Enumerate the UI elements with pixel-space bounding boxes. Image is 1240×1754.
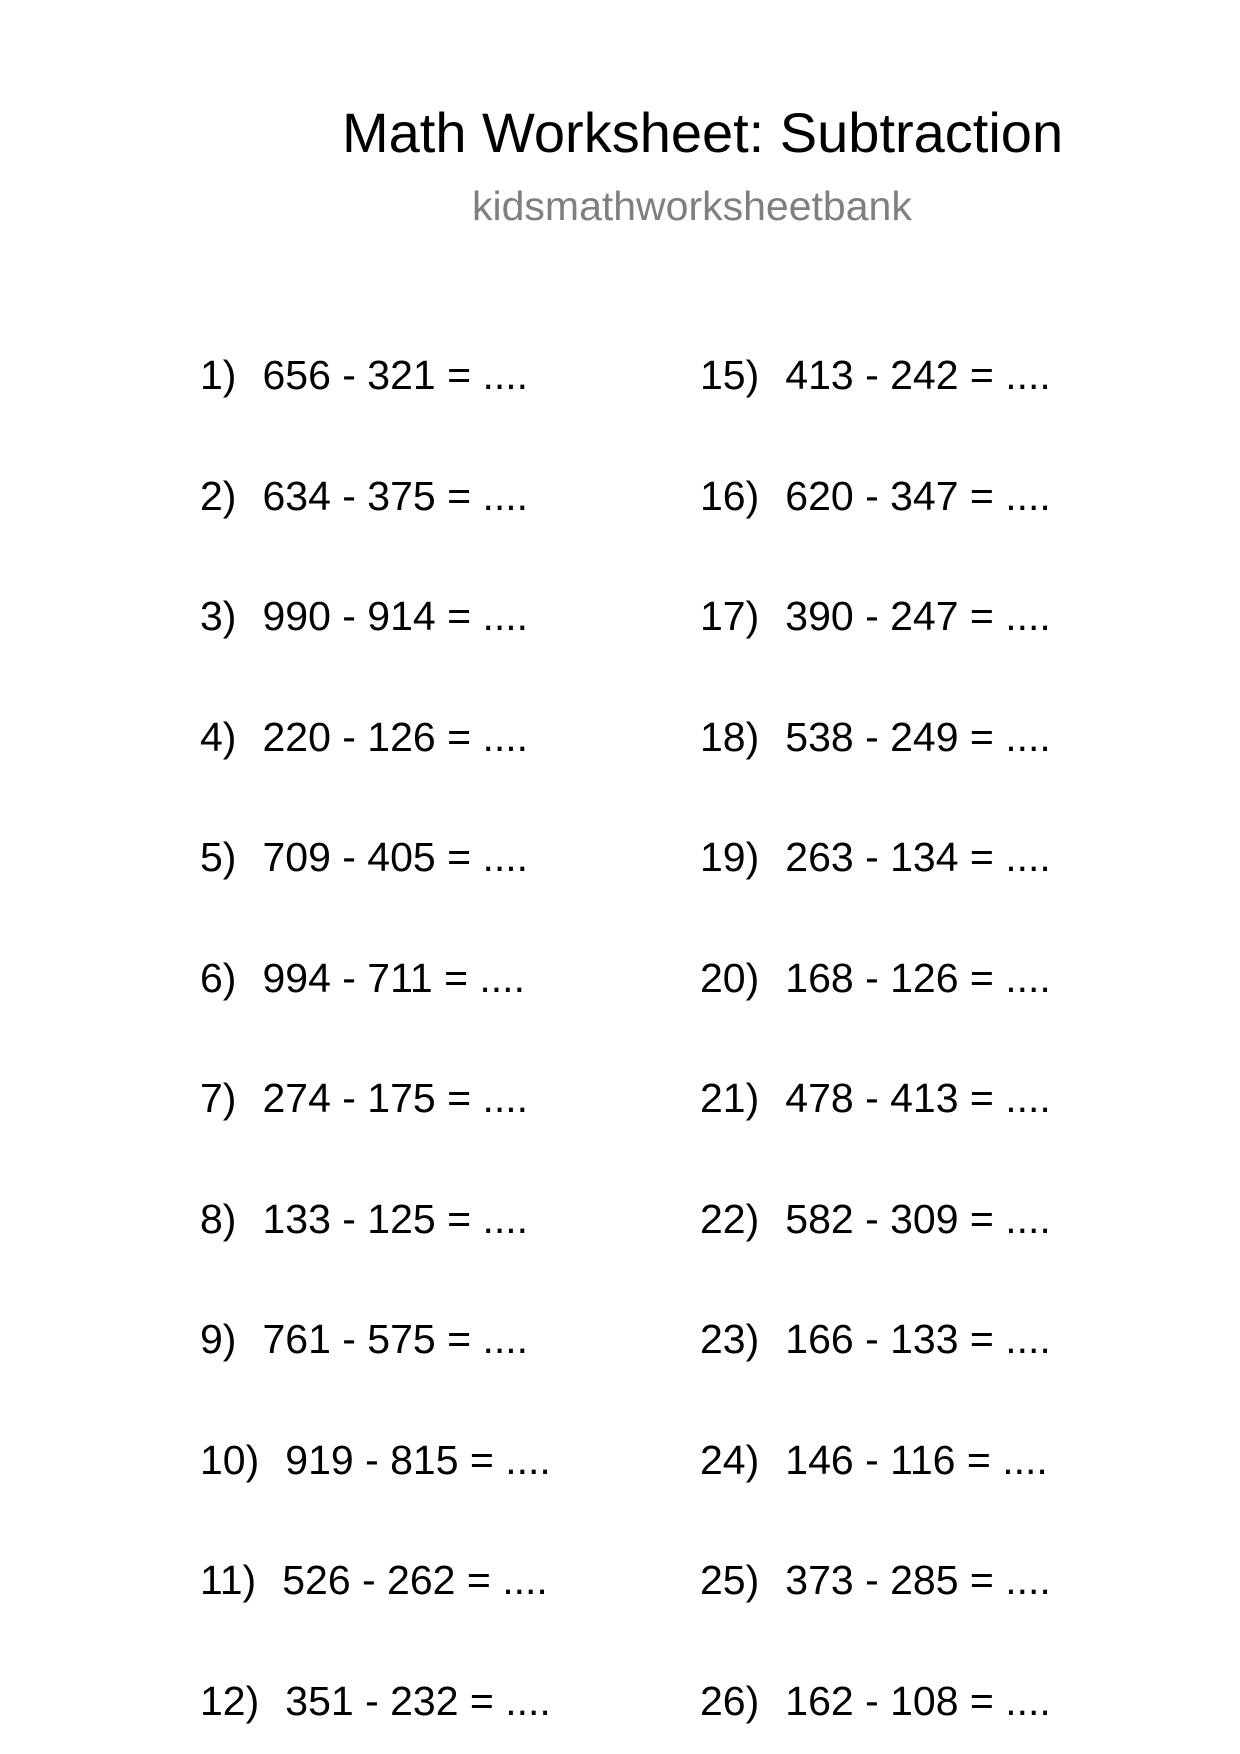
problem-expression: 166 - 133 = .... [785,1316,1051,1362]
problem-item [200,1073,528,1123]
problem-expression: 709 - 405 = .... [262,834,529,880]
page-subtitle: kidsmathworksheetbank [472,183,912,229]
problem-expression: 146 - 116 = .... [785,1437,1048,1483]
problem-expression: 761 - 575 = .... [262,1316,529,1362]
problem-item [200,1676,551,1726]
problem-number: 19) [700,834,760,880]
problem-number: 20) [700,955,760,1001]
problem-number: 3) [200,593,237,639]
problem-number: 15) [700,352,760,398]
problem-expression: 620 - 347 = .... [785,473,1051,519]
problem-number: 23) [700,1316,760,1362]
problem-number: 25) [700,1557,760,1603]
problem-item [700,591,1051,641]
problem-expression: 919 - 815 = .... [285,1437,551,1483]
problem-item [200,1555,548,1605]
problem-item [700,1314,1051,1364]
problem-number: 10) [200,1437,260,1483]
problem-item [200,1194,528,1244]
problem-expression: 538 - 249 = .... [785,714,1051,760]
problem-item [200,1314,528,1364]
problem-expression: 373 - 285 = .... [785,1557,1051,1603]
problem-expression: 994 - 711 = .... [262,955,525,1001]
problem-number: 26) [700,1678,760,1724]
problem-item [700,1194,1051,1244]
problem-expression: 990 - 914 = .... [262,593,529,639]
page-title: Math Worksheet: Subtraction [342,101,1064,164]
problem-item [200,591,528,641]
problem-expression: 582 - 309 = .... [785,1196,1051,1242]
problem-expression: 390 - 247 = .... [785,593,1051,639]
problem-expression: 478 - 413 = .... [785,1075,1051,1121]
problem-item [700,832,1051,882]
problem-number: 8) [200,1196,237,1242]
problem-item [700,1555,1051,1605]
problem-item [200,471,528,521]
problem-number: 9) [200,1316,237,1362]
problem-expression: 413 - 242 = .... [785,352,1051,398]
problem-item [200,1435,551,1485]
problem-number: 18) [700,714,760,760]
problem-item [200,350,528,400]
problem-number: 1) [200,352,237,398]
problem-item [200,953,525,1003]
problem-number: 11) [200,1557,257,1603]
problem-item [700,350,1051,400]
problem-expression: 220 - 126 = .... [262,714,529,760]
problem-item [700,1435,1048,1485]
problem-item [700,1676,1051,1726]
problem-number: 4) [200,714,237,760]
problem-number: 22) [700,1196,760,1242]
problem-number: 17) [700,593,760,639]
problem-number: 2) [200,473,237,519]
problem-expression: 263 - 134 = .... [785,834,1051,880]
problem-item [700,471,1051,521]
problem-item [700,712,1051,762]
problem-expression: 274 - 175 = .... [262,1075,529,1121]
problem-number: 6) [200,955,237,1001]
problem-expression: 133 - 125 = .... [262,1196,529,1242]
problem-expression: 526 - 262 = .... [282,1557,548,1603]
problem-expression: 162 - 108 = .... [785,1678,1051,1724]
problem-item [200,712,528,762]
problem-number: 7) [200,1075,237,1121]
problem-expression: 168 - 126 = .... [785,955,1051,1001]
problem-number: 5) [200,834,237,880]
problem-expression: 351 - 232 = .... [285,1678,551,1724]
problem-number: 24) [700,1437,760,1483]
problem-expression: 656 - 321 = .... [262,352,529,398]
problem-expression: 634 - 375 = .... [262,473,529,519]
problem-item [700,953,1051,1003]
problem-number: 21) [700,1075,760,1121]
problem-number: 16) [700,473,760,519]
problem-item [200,832,528,882]
problem-item [700,1073,1051,1123]
problem-number: 12) [200,1678,260,1724]
